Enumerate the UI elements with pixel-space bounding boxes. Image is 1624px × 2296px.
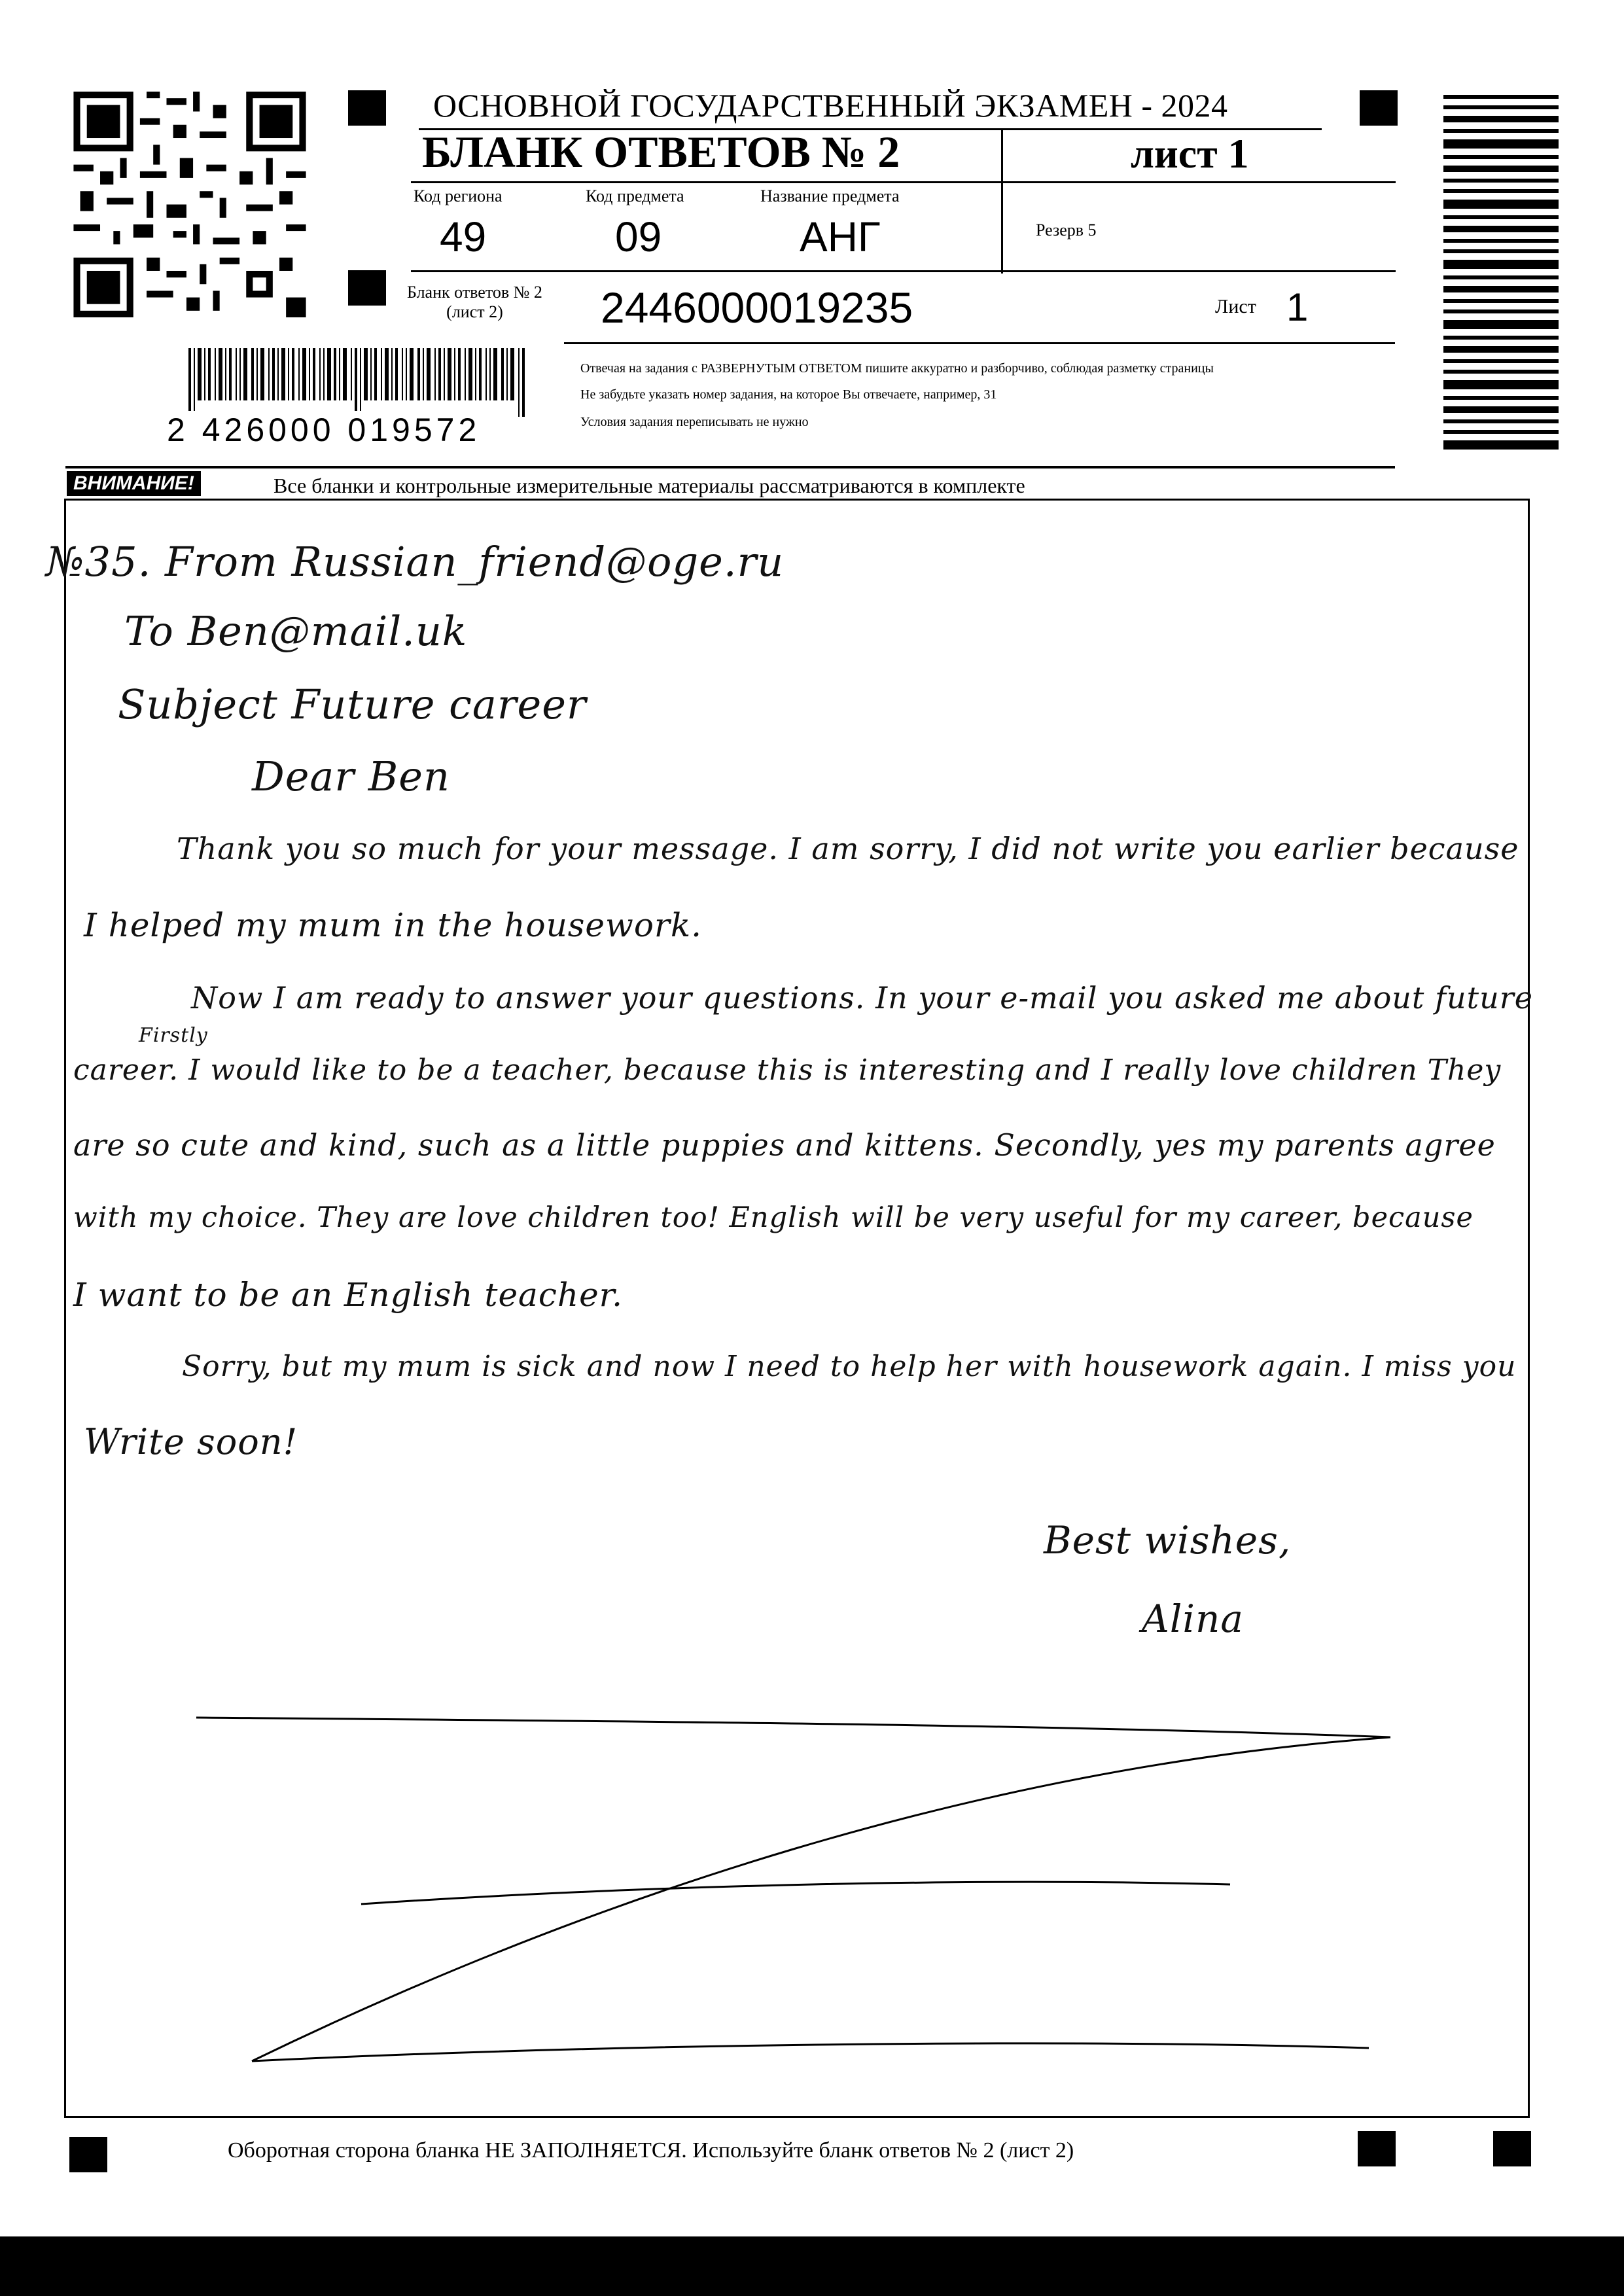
region-value: 49 [440, 213, 487, 260]
sheet-label: Лист [1215, 296, 1256, 317]
form2-number: 2446000019235 [601, 283, 913, 332]
form2-label: Бланк ответов № 2 (лист 2) [407, 283, 542, 321]
footer-note: Оборотная сторона бланка НЕ ЗАПОЛНЯЕТСЯ. Используйте бланк ответов № 2 (лист 2) [228, 2138, 1074, 2163]
answer-line-1: №35. From Russian_friend@oge.ru [46, 538, 785, 586]
answer-line-5: Thank you so much for your message. I am sorry, I did not write you earlier because [177, 831, 1519, 866]
attention-badge: ВНИМАНИЕ! [67, 471, 201, 496]
answer-line-13: Write soon! [84, 1421, 298, 1462]
sheet-number: 1 [1286, 285, 1309, 329]
region-label: Код региона [414, 186, 503, 205]
reserve-label: Резерв 5 [1036, 221, 1097, 239]
answer-line-7: Now I am ready to answer your questions. In your e-mail you asked me about future [191, 980, 1534, 1016]
answer-insert-firstly: Firstly [139, 1024, 208, 1047]
subject-code-label: Код предмета [586, 186, 684, 205]
sheet-title: лист 1 [1131, 130, 1249, 177]
subject-name-label: Название предмета [760, 186, 900, 205]
subject-code-value: 09 [615, 213, 662, 260]
instruction-2: Не забудьте указать номер задания, на которое Вы отвечаете, например, 31 [580, 387, 997, 402]
answer-line-3: Subject Future career [118, 680, 587, 728]
answer-line-2: To Ben@mail.uk [124, 607, 468, 655]
instruction-1: Отвечая на задания с РАЗВЕРНУТЫМ ОТВЕТОМ пишите аккуратно и разборчиво, соблюдая разметку страницы [580, 361, 1214, 376]
form-title: БЛАНК ОТВЕТОВ № 2 [422, 127, 900, 177]
answer-line-4: Dear Ben [252, 752, 450, 800]
answer-line-10: with my choice. They are love children too! English will be very useful for my career, because [73, 1201, 1474, 1234]
answer-signature: Alina [1142, 1597, 1244, 1641]
answer-line-8: career. I would like to be a teacher, because this is interesting and I really love children They [73, 1053, 1502, 1087]
answer-line-11: I want to be an English teacher. [73, 1276, 623, 1314]
instruction-3: Условия задания переписывать не нужно [580, 415, 809, 429]
barcode-number: 2 426000 019572 [167, 412, 481, 448]
answer-line-9: are so cute and kind, such as a little puppies and kittens. Secondly, yes my parents agree [73, 1127, 1496, 1163]
attention-text: Все бланки и контрольные измерительные материалы рассматриваются в комплекте [274, 474, 1025, 497]
scan-border [0, 2236, 1624, 2296]
answer-line-12: Sorry, but my mum is sick and now I need to help her with housework again. I miss you [182, 1350, 1517, 1383]
subject-name-value: АНГ [800, 213, 881, 260]
exam-title: ОСНОВНОЙ ГОСУДАРСТВЕННЫЙ ЭКЗАМЕН - 2024 [433, 87, 1228, 124]
answer-line-6: I helped my mum in the housework. [84, 906, 703, 944]
answer-closing: Best wishes, [1044, 1518, 1292, 1563]
